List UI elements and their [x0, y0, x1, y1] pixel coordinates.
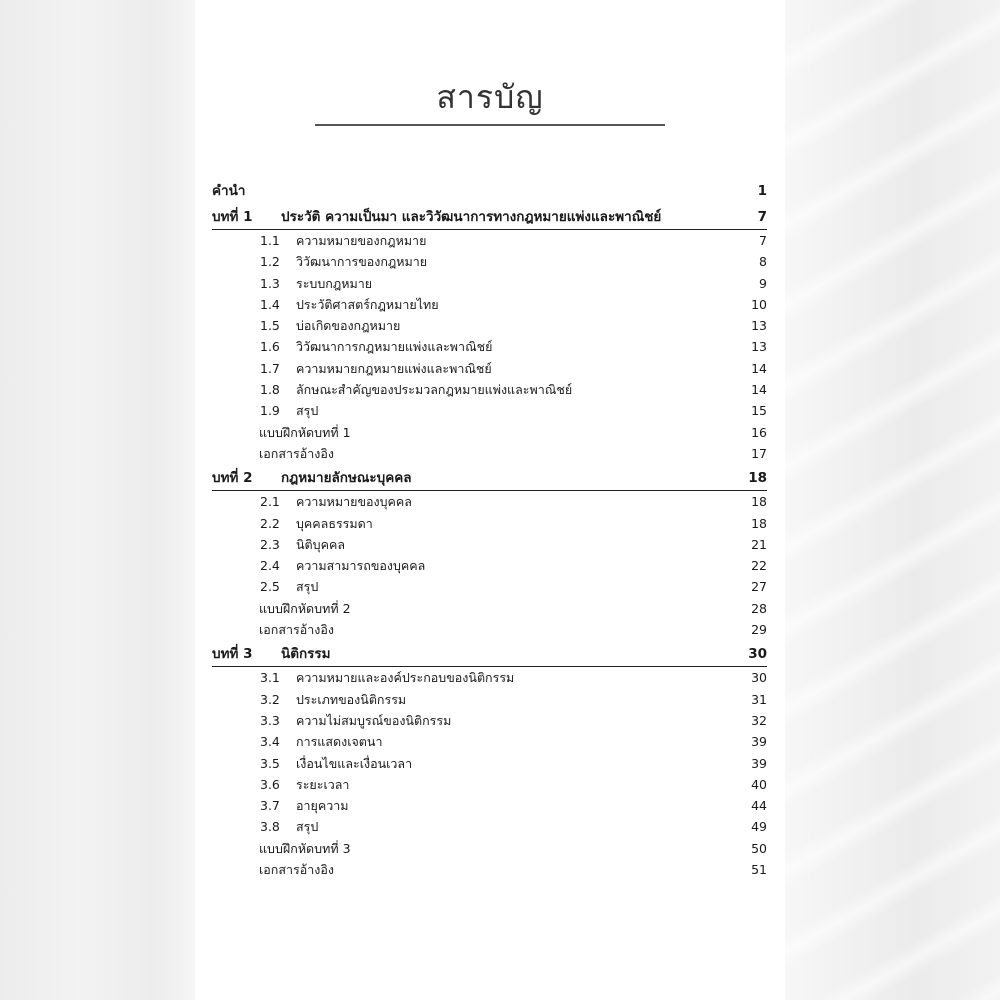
toc-section-item[interactable]: [212, 358, 767, 379]
exercise-page: 16: [751, 424, 767, 440]
section-number: 2.1: [260, 494, 280, 510]
toc-section-item[interactable]: [212, 731, 767, 752]
table-of-contents: [212, 180, 767, 880]
section-page: 18: [751, 494, 767, 510]
toc-references-item[interactable]: [212, 619, 767, 640]
toc-references-item[interactable]: [212, 443, 767, 464]
chapter-title: นิติกรรม: [281, 646, 331, 663]
section-title: ประวัติศาสตร์กฎหมายไทย: [296, 296, 439, 312]
references-page: 51: [751, 862, 767, 878]
toc-section-item[interactable]: [212, 273, 767, 294]
toc-chapter-heading[interactable]: [212, 643, 767, 667]
section-title: ระยะเวลา: [296, 776, 350, 792]
toc-section-item[interactable]: [212, 710, 767, 731]
chapter-number: บทที่ 2: [212, 470, 253, 487]
section-title: ความสามารถของบุคคล: [296, 558, 426, 574]
section-number: 1.7: [260, 360, 280, 376]
toc-section-item[interactable]: [212, 576, 767, 597]
section-page: 7: [759, 233, 767, 248]
toc-section-item[interactable]: [212, 555, 767, 576]
references-title: เอกสารอ้างอิง: [259, 445, 334, 461]
section-page: 31: [751, 691, 767, 707]
exercise-page: 50: [751, 840, 767, 856]
section-title: ความหมายและองค์ประกอบของนิติกรรม: [296, 670, 515, 686]
section-page: 14: [751, 360, 767, 376]
section-page: 32: [751, 712, 767, 728]
chapter-page: 18: [748, 470, 767, 487]
chapter-number: บทที่ 1: [212, 209, 253, 225]
chapter-page: 30: [748, 646, 767, 663]
section-title: วิวัฒนาการกฎหมายแพ่งและพาณิชย์: [296, 339, 493, 355]
page-title: สารบัญ: [436, 78, 544, 116]
section-number: 3.2: [260, 691, 280, 707]
toc-section-item[interactable]: [212, 816, 767, 837]
toc-preface-page: 1: [757, 183, 767, 199]
toc-section-item[interactable]: [212, 491, 767, 512]
section-number: 1.6: [260, 339, 280, 355]
section-title: ความหมายของบุคคล: [296, 494, 412, 510]
section-title: สรุป: [296, 579, 319, 595]
toc-section-item[interactable]: [212, 689, 767, 710]
section-title: สรุป: [296, 403, 319, 419]
toc-references-item[interactable]: [212, 859, 767, 880]
title-underline: [315, 124, 665, 126]
section-title: ความหมายกฎหมายแพ่งและพาณิชย์: [296, 360, 492, 376]
chapter-page: 7: [757, 209, 767, 225]
exercise-title: แบบฝึกหัดบทที่ 1: [259, 424, 351, 440]
section-page: 18: [751, 515, 767, 531]
toc-chapter-heading[interactable]: [212, 206, 767, 230]
document-page: [195, 0, 785, 1000]
toc-section-item[interactable]: [212, 774, 767, 795]
section-page: 9: [759, 275, 767, 291]
section-number: 3.5: [260, 755, 280, 771]
toc-section-item[interactable]: [212, 251, 767, 272]
chapter-number: บทที่ 3: [212, 646, 253, 663]
section-page: 49: [751, 819, 767, 835]
section-page: 30: [751, 670, 767, 686]
section-page: 14: [751, 382, 767, 398]
section-number: 2.2: [260, 515, 280, 531]
chapter-title: ประวัติ ความเป็นมา และวิวัฒนาการทางกฎหมายแพ่งและพาณิชย์: [281, 209, 662, 225]
section-number: 3.4: [260, 734, 280, 750]
right-background: [785, 0, 1000, 1000]
toc-section-item[interactable]: [212, 294, 767, 315]
toc-section-item[interactable]: [212, 667, 767, 688]
toc-section-item[interactable]: [212, 400, 767, 421]
section-title: สรุป: [296, 819, 319, 835]
section-title: ลักษณะสำคัญของประมวลกฎหมายแพ่งและพาณิชย์: [296, 382, 573, 398]
toc-chapters: [212, 206, 767, 880]
toc-preface[interactable]: [212, 180, 767, 203]
section-title: ความหมายของกฎหมาย: [296, 233, 427, 248]
toc-section-item[interactable]: [212, 336, 767, 357]
section-page: 8: [759, 254, 767, 270]
section-page: 40: [751, 776, 767, 792]
section-number: 1.4: [260, 296, 280, 312]
toc-exercise-item[interactable]: [212, 598, 767, 619]
section-page: 21: [751, 536, 767, 552]
references-title: เอกสารอ้างอิง: [259, 622, 334, 638]
exercise-title: แบบฝึกหัดบทที่ 2: [259, 600, 351, 616]
section-number: 1.1: [260, 233, 280, 248]
section-title: บุคคลธรรมดา: [296, 515, 373, 531]
section-page: 39: [751, 734, 767, 750]
section-page: 22: [751, 558, 767, 574]
section-number: 2.4: [260, 558, 280, 574]
section-number: 3.3: [260, 712, 280, 728]
section-number: 1.5: [260, 318, 280, 334]
references-page: 29: [751, 622, 767, 638]
toc-section-item[interactable]: [212, 753, 767, 774]
toc-section-item[interactable]: [212, 379, 767, 400]
toc-section-item[interactable]: [212, 513, 767, 534]
toc-exercise-item[interactable]: [212, 422, 767, 443]
section-number: 3.7: [260, 798, 280, 814]
section-title: การแสดงเจตนา: [296, 734, 383, 750]
toc-chapter-heading[interactable]: [212, 467, 767, 491]
toc-exercise-item[interactable]: [212, 838, 767, 859]
chapter-title: กฎหมายลักษณะบุคคล: [281, 470, 412, 487]
section-number: 1.9: [260, 403, 280, 419]
exercise-title: แบบฝึกหัดบทที่ 3: [259, 840, 351, 856]
section-number: 3.6: [260, 776, 280, 792]
section-page: 39: [751, 755, 767, 771]
section-number: 2.3: [260, 536, 280, 552]
section-title: อายุความ: [296, 798, 349, 814]
section-number: 3.1: [260, 670, 280, 686]
references-page: 17: [751, 445, 767, 461]
section-number: 1.2: [260, 254, 280, 270]
section-title: วิวัฒนาการของกฎหมาย: [296, 254, 428, 270]
toc-section-item[interactable]: [212, 230, 767, 251]
section-number: 1.8: [260, 382, 280, 398]
toc-section-item[interactable]: [212, 795, 767, 816]
section-page: 15: [751, 403, 767, 419]
section-number: 1.3: [260, 275, 280, 291]
section-page: 44: [751, 798, 767, 814]
section-page: 10: [751, 296, 767, 312]
section-title: เงื่อนไขและเงื่อนเวลา: [296, 755, 413, 771]
references-title: เอกสารอ้างอิง: [259, 862, 334, 878]
section-title: ระบบกฎหมาย: [296, 275, 373, 291]
toc-preface-label: คำนำ: [212, 183, 246, 199]
section-title: บ่อเกิดของกฎหมาย: [296, 318, 401, 334]
section-title: ประเภทของนิติกรรม: [296, 691, 407, 707]
toc-section-item[interactable]: [212, 534, 767, 555]
section-number: 3.8: [260, 819, 280, 835]
section-page: 13: [751, 339, 767, 355]
section-number: 2.5: [260, 579, 280, 595]
toc-section-item[interactable]: [212, 315, 767, 336]
left-background: [0, 0, 195, 1000]
section-page: 13: [751, 318, 767, 334]
section-title: นิติบุคคล: [296, 536, 345, 552]
section-page: 27: [751, 579, 767, 595]
section-title: ความไม่สมบูรณ์ของนิติกรรม: [296, 712, 452, 728]
exercise-page: 28: [751, 600, 767, 616]
